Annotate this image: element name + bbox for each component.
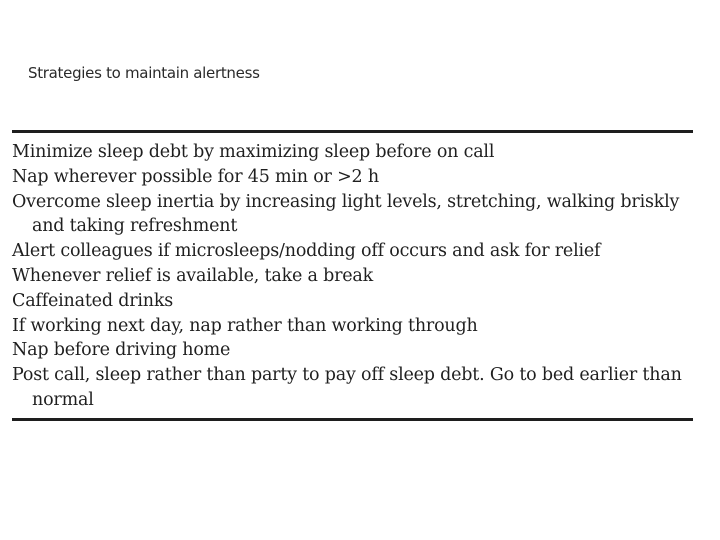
strategy-row: Overcome sleep inertia by increasing light levels, stretching, walking briskly and taking refreshment bbox=[12, 191, 680, 237]
strategy-row: If working next day, nap rather than working through bbox=[12, 315, 478, 336]
strategy-row: Nap before driving home bbox=[12, 340, 231, 361]
strategy-row: Minimize sleep debt by maximizing sleep before on call bbox=[12, 142, 495, 162]
strategy-list bbox=[12, 140, 693, 413]
table-bottom-rule bbox=[12, 418, 693, 421]
table-title: Strategies to maintain alertness bbox=[28, 64, 260, 82]
strategy-row: Post call, sleep rather than party to pay off sleep debt. Go to bed earlier than normal bbox=[12, 365, 682, 410]
table-top-rule bbox=[12, 130, 693, 133]
strategy-row: Nap wherever possible for 45 min or >2 h bbox=[12, 166, 379, 187]
strategy-row: Whenever relief is available, take a break bbox=[12, 265, 374, 286]
strategy-row: Caffeinated drinks bbox=[12, 290, 174, 311]
strategy-row: Alert colleagues if microsleeps/nodding off occurs and ask for relief bbox=[12, 241, 601, 262]
